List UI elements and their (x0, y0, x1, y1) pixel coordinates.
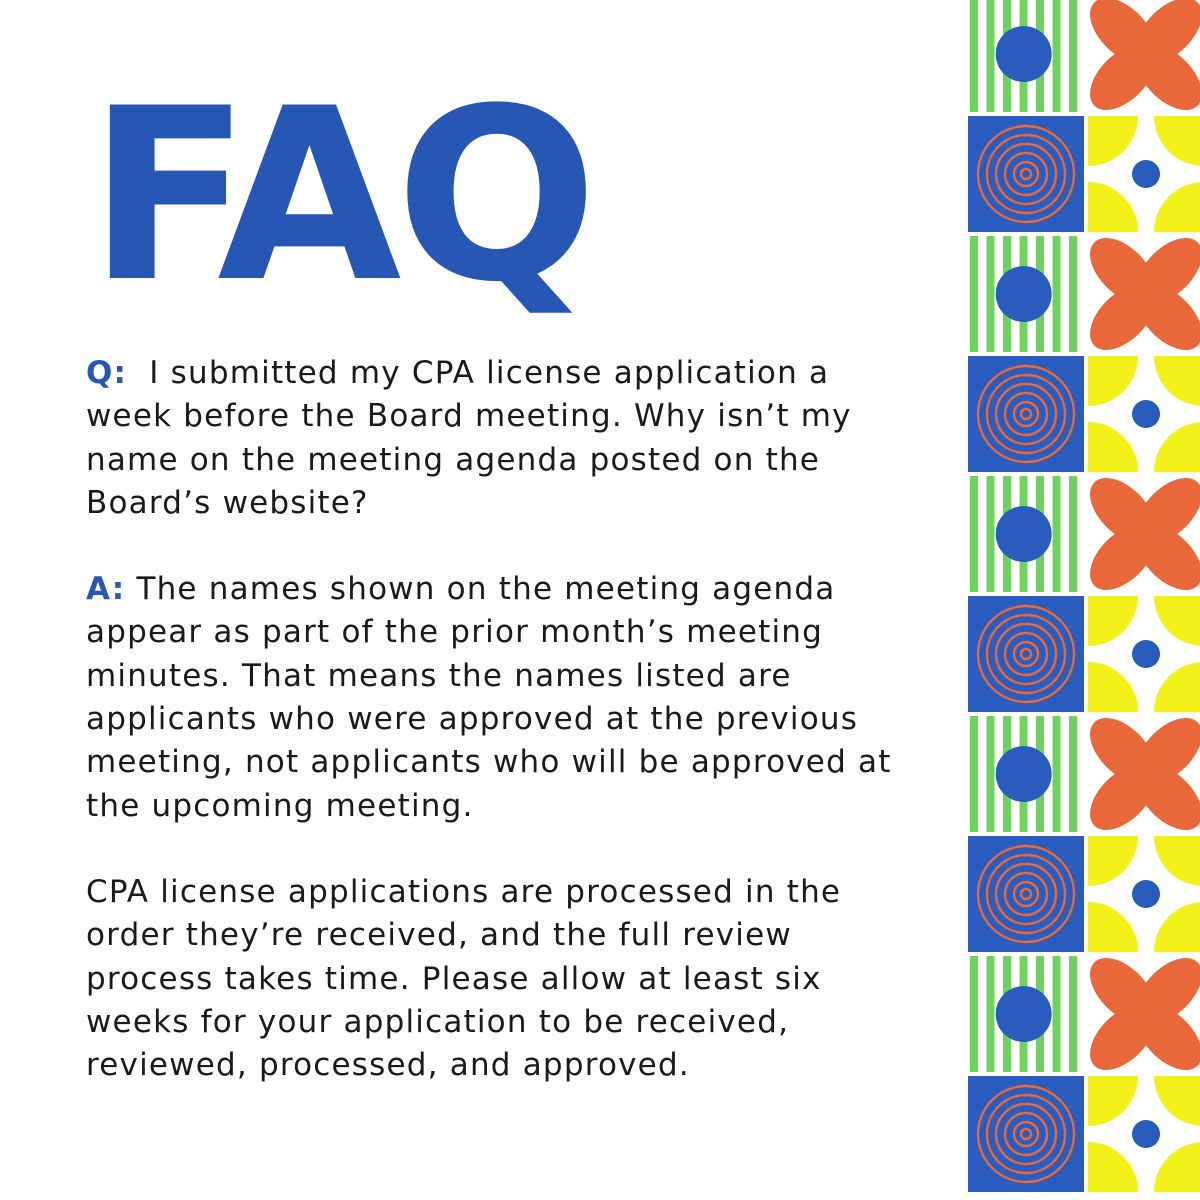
faq-question (86, 352, 906, 525)
blue-dot-icon (1132, 880, 1160, 908)
striped-dot-tile (968, 956, 1084, 1072)
decorative-tile-pattern (962, 0, 1200, 1200)
concentric-circles-tile (968, 356, 1084, 472)
answer-label: A: (86, 571, 126, 608)
blue-dot-icon (996, 26, 1052, 82)
concentric-circles-tile (968, 836, 1084, 952)
blue-dot-icon (996, 266, 1052, 322)
striped-dot-tile (968, 0, 1084, 112)
blue-dot-icon (996, 746, 1052, 802)
question-text: I submitted my CPA license application a week before the Board meeting. Why isn’t my name on the meeting agenda posted on the Board’s website? (86, 355, 852, 521)
faq-followup: CPA license applications are processed in the order they’re received, and the full review process takes time. Please allow at least six weeks for your application to be received, reviewed, processed, and approved. (86, 873, 842, 1084)
x-flower-tile (1078, 706, 1200, 842)
blue-dot-icon (996, 986, 1052, 1042)
page-title: FAQ (88, 58, 592, 335)
question-label: Q: (86, 355, 128, 391)
x-flower-tile (1078, 946, 1200, 1082)
answer-text: The names shown on the meeting agenda appear as part of the prior month’s meeting minutes. That means the names listed are applicants who were approved at the previous meeting, not applicants who will be approved at the upcoming meeting. (86, 571, 892, 824)
striped-dot-tile (968, 716, 1084, 832)
blue-dot-icon (1132, 1120, 1160, 1148)
concentric-circles-tile (968, 1076, 1084, 1192)
x-flower-tile (1078, 0, 1200, 122)
striped-dot-tile (968, 236, 1084, 352)
x-flower-tile (1078, 226, 1200, 362)
faq-content (86, 352, 906, 1087)
concentric-circles-tile (968, 596, 1084, 712)
blue-dot-icon (1132, 160, 1160, 188)
blue-dot-icon (1132, 400, 1160, 428)
blue-dot-icon (996, 506, 1052, 562)
concentric-circles-tile (968, 116, 1084, 232)
striped-dot-tile (968, 476, 1084, 592)
x-flower-tile (1078, 466, 1200, 602)
faq-answer (86, 568, 906, 828)
blue-dot-icon (1132, 640, 1160, 668)
tile-pattern-graphic (962, 0, 1200, 1200)
